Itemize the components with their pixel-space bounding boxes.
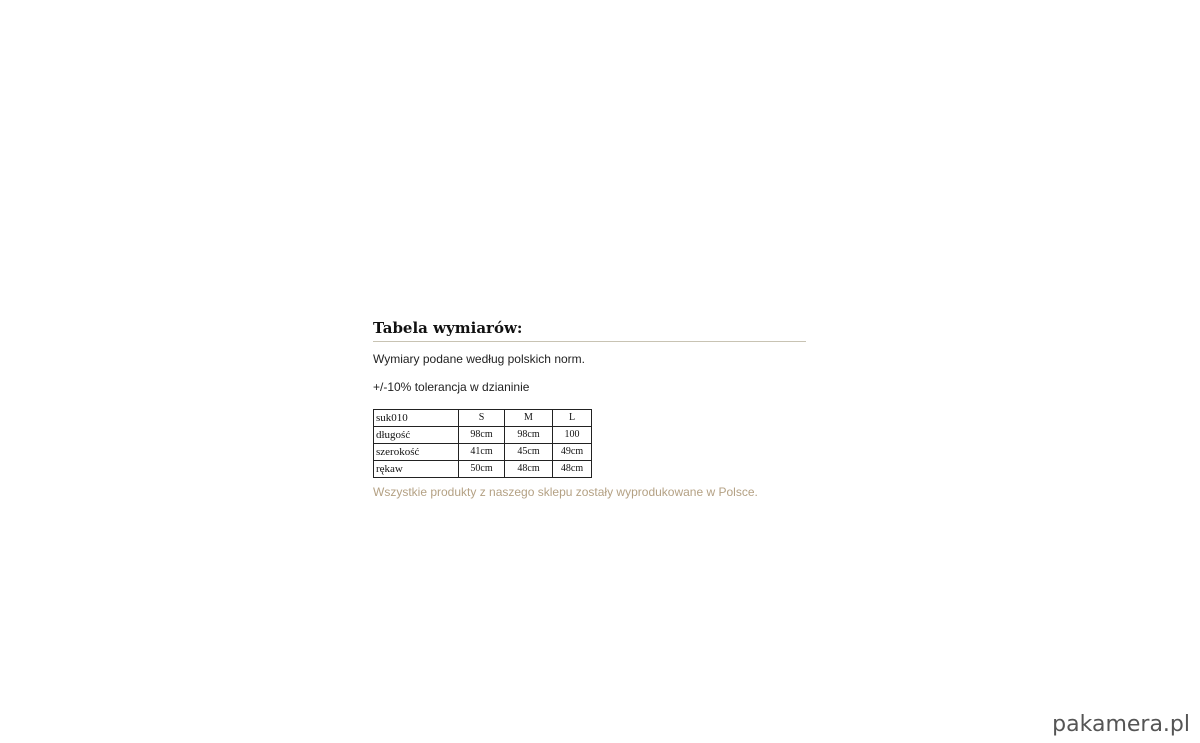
table-header-row: [374, 410, 592, 427]
table-cell: S: [459, 410, 505, 427]
size-table: [373, 409, 592, 478]
table-cell: 50cm: [459, 461, 505, 478]
table-row: [374, 427, 592, 444]
table-cell: 45cm: [505, 444, 553, 461]
table-cell: 48cm: [505, 461, 553, 478]
table-cell: długość: [374, 427, 459, 444]
table-cell: 98cm: [505, 427, 553, 444]
table-cell: 49cm: [553, 444, 592, 461]
table-cell: 98cm: [459, 427, 505, 444]
table-cell: 48cm: [553, 461, 592, 478]
table-cell: rękaw: [374, 461, 459, 478]
table-row: [374, 461, 592, 478]
tolerance-note: +/-10% tolerancja w dzianinie: [373, 380, 530, 394]
made-in-poland-note: Wszystkie produkty z naszego sklepu zostały wyprodukowane w Polsce.: [373, 485, 758, 499]
table-cell: M: [505, 410, 553, 427]
pakamera-logo: pakamera.pl: [1052, 712, 1190, 737]
table-cell: 100: [553, 427, 592, 444]
norms-note: Wymiary podane według polskich norm.: [373, 352, 585, 366]
table-cell: suk010: [374, 410, 459, 427]
table-row: [374, 444, 592, 461]
table-cell: 41cm: [459, 444, 505, 461]
size-chart-section: [373, 318, 806, 512]
table-cell: L: [553, 410, 592, 427]
section-title: Tabela wymiarów:: [373, 318, 806, 342]
table-cell: szerokość: [374, 444, 459, 461]
